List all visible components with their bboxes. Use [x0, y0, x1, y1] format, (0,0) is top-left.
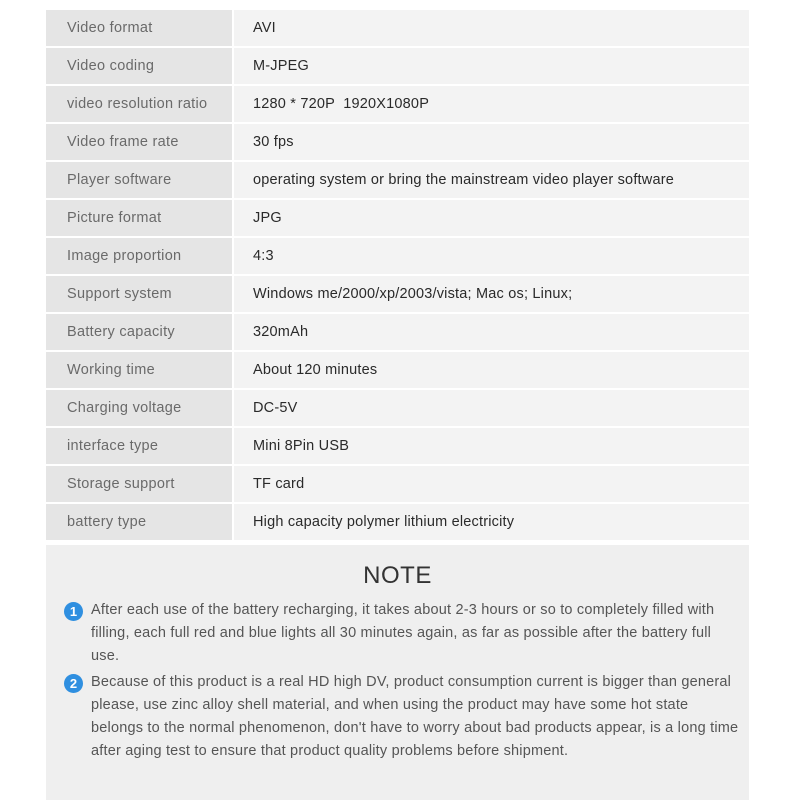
spec-label: Video format [46, 10, 234, 46]
spec-label: video resolution ratio [46, 86, 234, 122]
note-panel [46, 545, 749, 800]
spec-label: Working time [46, 352, 234, 388]
spec-label: Image proportion [46, 238, 234, 274]
spec-value: 1280 * 720P 1920X1080P [234, 86, 749, 122]
note-title: NOTE [363, 562, 432, 589]
spec-label: Video frame rate [46, 124, 234, 160]
spec-row [46, 466, 749, 502]
spec-row [46, 238, 749, 274]
spec-value: Windows me/2000/xp/2003/vista; Mac os; Linux; [234, 276, 749, 312]
note-text: Because of this product is a real HD high DV, product consumption current is bigger than general please, use zinc alloy shell material, and when using the product may have some hot state belongs to the normal phenomenon, don't have to worry about bad products appear, is a long time after aging test to ensure that product quality problems before shipment. [91, 674, 739, 759]
spec-value: operating system or bring the mainstream video player software [234, 162, 749, 198]
spec-row [46, 428, 749, 464]
spec-row [46, 162, 749, 198]
spec-table [46, 8, 749, 542]
spec-row [46, 504, 749, 540]
number-two-icon: 2 [64, 674, 83, 693]
spec-label: battery type [46, 504, 234, 540]
spec-label: interface type [46, 428, 234, 464]
note-item [64, 599, 739, 668]
note-item [64, 671, 739, 763]
spec-label: Charging voltage [46, 390, 234, 426]
spec-value: 30 fps [234, 124, 749, 160]
spec-value: JPG [234, 200, 749, 236]
note-text: After each use of the battery recharging, it takes about 2-3 hours or so to completely filled with filling, each full red and blue lights all 30 minutes again, as far as possible after the battery full use. [91, 602, 715, 664]
spec-label: Video coding [46, 48, 234, 84]
spec-row [46, 86, 749, 122]
spec-value: 4:3 [234, 238, 749, 274]
spec-value: AVI [234, 10, 749, 46]
spec-row [46, 352, 749, 388]
spec-row [46, 48, 749, 84]
spec-row [46, 314, 749, 350]
spec-label: Player software [46, 162, 234, 198]
spec-value: 320mAh [234, 314, 749, 350]
spec-row [46, 390, 749, 426]
spec-label: Support system [46, 276, 234, 312]
spec-value: Mini 8Pin USB [234, 428, 749, 464]
spec-sheet [46, 8, 749, 542]
spec-label: Storage support [46, 466, 234, 502]
spec-value: DC-5V [234, 390, 749, 426]
spec-label: Battery capacity [46, 314, 234, 350]
spec-row [46, 10, 749, 46]
spec-value: TF card [234, 466, 749, 502]
spec-row [46, 276, 749, 312]
spec-row [46, 200, 749, 236]
spec-value: M-JPEG [234, 48, 749, 84]
spec-row [46, 124, 749, 160]
number-one-icon: 1 [64, 602, 83, 621]
spec-value: High capacity polymer lithium electricity [234, 504, 749, 540]
spec-value: About 120 minutes [234, 352, 749, 388]
spec-label: Picture format [46, 200, 234, 236]
